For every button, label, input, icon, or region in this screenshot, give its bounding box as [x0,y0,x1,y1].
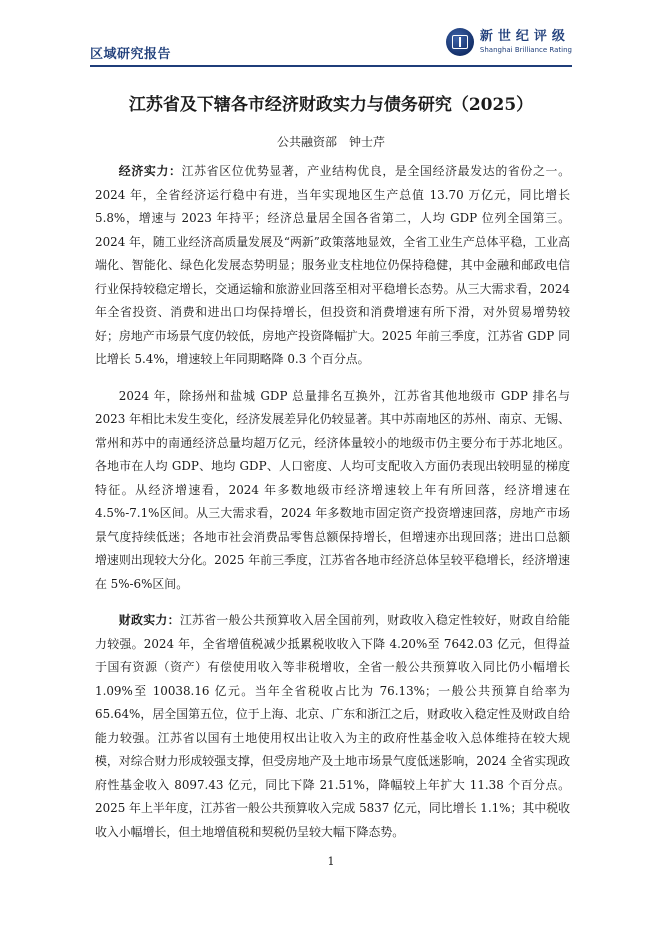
logo-text [480,30,572,54]
document-body [95,160,570,857]
paragraph-text: 江苏省区位优势显著，产业结构优良，是全国经济最发达的省份之一。2024 年，全省经济运行稳中有进，当年实现地区生产总值 13.70 万亿元，同比增长 5.8%，增速与 2023 年持平；经济总量居全国各省第二，人均 GDP 位列全国第三。2024 年，随工业经济高质量发展及“两新”政策落地显效，全省工业生产总体平稳，工业高端化、智能化、绿色化发展态势明显；服务业支柱地位仍保持稳健，其中金融和邮政电信行业保持较稳定增长，交通运输和旅游业回落至相对平稳增长态势。从三大需求看，2024 年全省投资、消费和进出口均保持增长，但投资和消费增速有所下滑，对外贸易增势较好；房地产市场景气度仍较低，房地产投资降幅扩大。2025 年前三季度，江苏省 GDP 同比增长 5.4%，增速较上年同期略降 0.3 个百分点。 [95,164,570,366]
document-title: 江苏省及下辖各市经济财政实力与债务研究（2025） [128,95,534,115]
header-divider [90,65,572,67]
author-line: 公共融资部 钟士芹 [276,135,385,149]
page-header [90,22,572,67]
company-logo [446,25,572,59]
paragraph-city-economy [95,385,570,597]
page-number: 1 [327,855,335,868]
paragraph-lead: 财政实力： [118,613,180,627]
logo-chinese-name: 新世纪评级 [479,29,570,44]
paragraph-lead: 经济实力： [118,164,182,178]
paragraph-text: 江苏省一般公共预算收入居全国前列，财政收入稳定性较好，财政自给能力较强。2024 年，全省增值税减少抵累税收收入下降 4.20%至 7642.03 亿元，但得益于国有资源（资产）有偿使用收入等非税增收，全省一般公共预算收入同比仍小幅增长 1.09%至 10038.16 亿元。当年全省税收占比为 76.13%；一般公共预算自给率为 65.64%，居全国第五位，位于上海、北京、广东和浙江之后，财政收入稳定性及财政自给能力较强。江苏省以国有土地使用权出让收入为主的政府性基金收入总体维持在较大规模，对综合财力形成较强支撑，但受房地产及土地市场景气度低迷影响，2024 全省实现政府性基金收入 8097.43 亿元，同比下降 21.51%，降幅较上年扩大 11.38 个百分点。2025 年上半年度，江苏省一般公共预算收入完成 5837 亿元，同比增长 1.1%；其中税收收入小幅增长，但土地增值税和契税仍呈较大幅下降态势。 [95,613,570,839]
paragraph-economic-strength [95,160,570,372]
paragraph-text: 2024 年，除扬州和盐城 GDP 总量排名互换外，江苏省其他地级市 GDP 排名与 2023 年相比未发生变化，经济发展差异化仍较显著。其中苏南地区的苏州、南京、无锡、常州和苏中的南通经济总量均超万亿元，经济体量较小的地级市仍主要分布于苏北地区。各地市在人均 GDP、地均 GDP、人口密度、人均可支配收入方面仍表现出较明显的梯度特征。从经济增速看，2024 年多数地级市经济增速较上年有所回落，经济增速在 4.5%-7.1%区间。从三大需求看，2024 年多数地市固定资产投资增速回落，房地产市场景气度持续低迷；各地市社会消费品零售总额保持增长，但增速亦出现回落；进出口总额增速则出现较大分化。2025 年前三季度，江苏省各地市经济总体呈较平稳增长，经济增速在 5%-6%区间。 [95,388,570,591]
brilliance-rating-logo-icon [446,28,474,56]
paragraph-fiscal-strength [95,609,570,844]
logo-english-name: Shanghai Brilliance Rating [479,46,572,54]
report-category-label: 区域研究报告 [90,47,172,62]
